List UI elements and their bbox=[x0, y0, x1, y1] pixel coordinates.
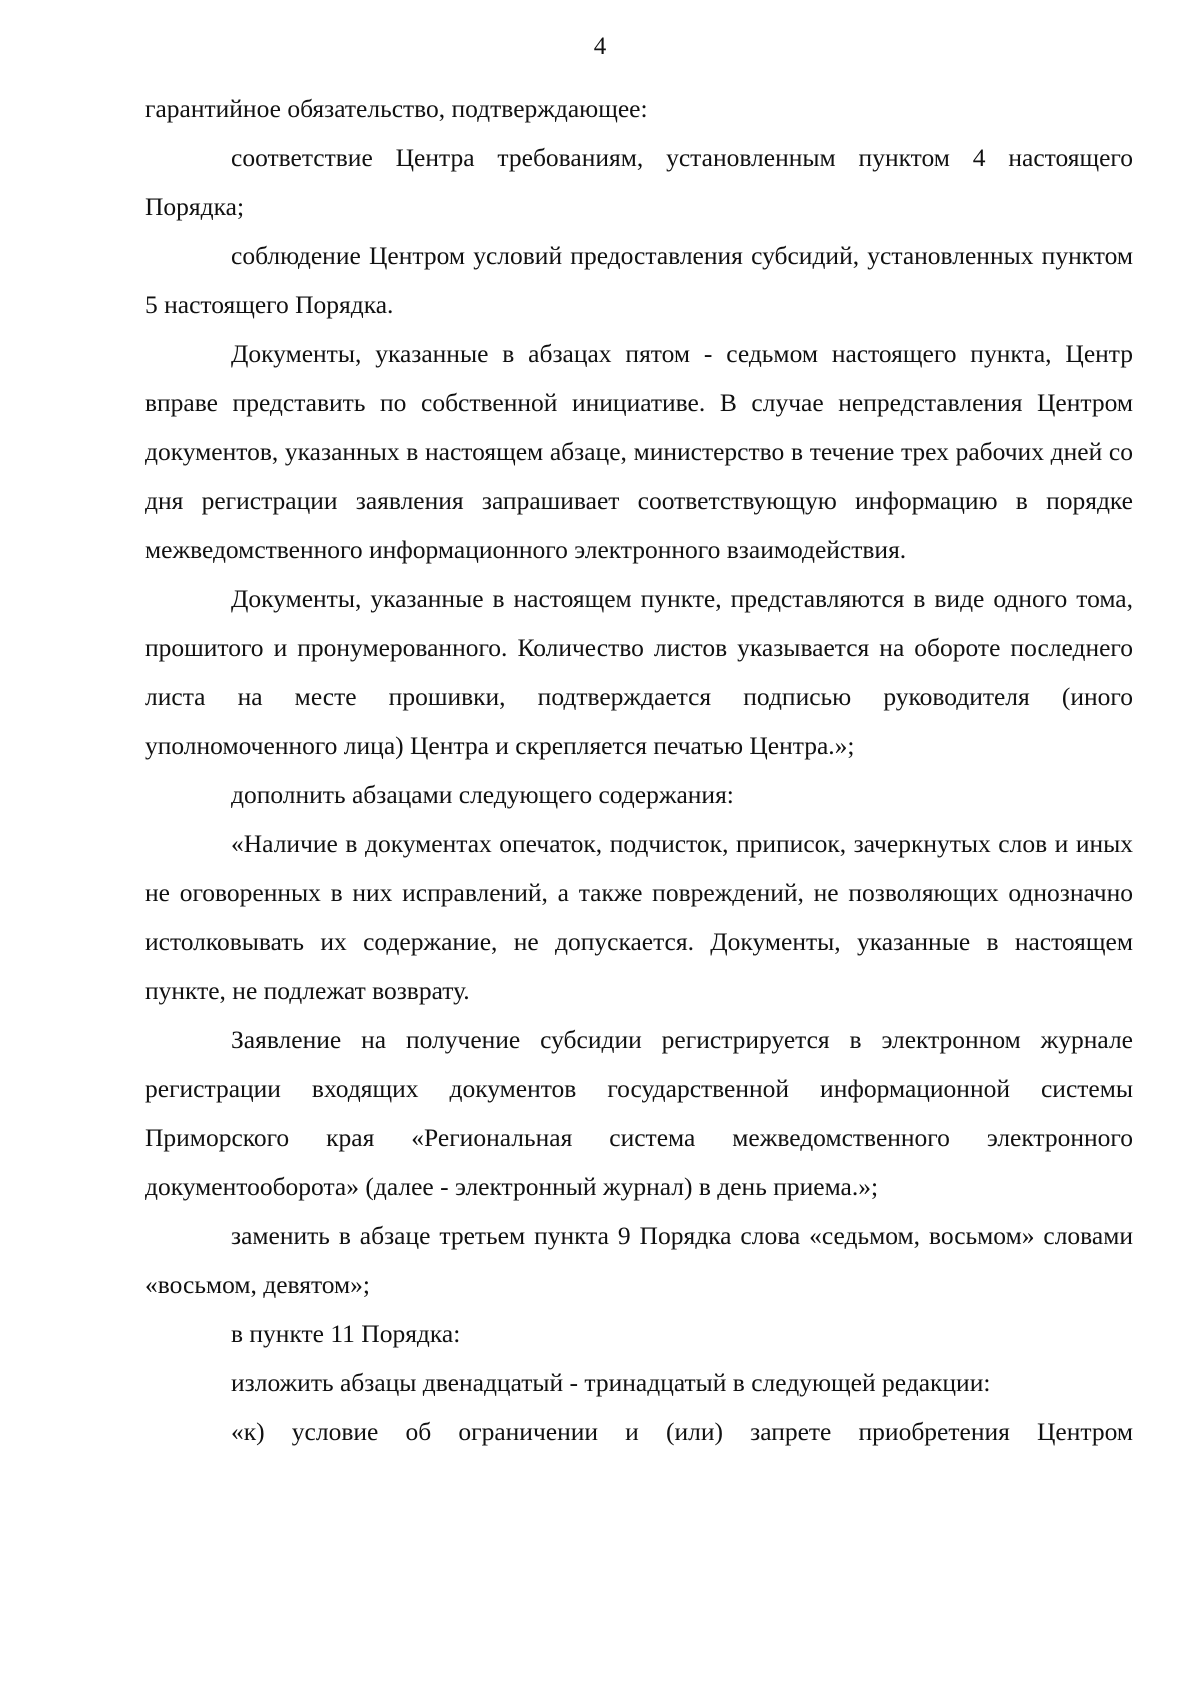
paragraph-compliance-conditions: соблюдение Центром условий предоставления субсидий, установленных пунктом 5 настоящего Порядка. bbox=[145, 241, 1133, 319]
paragraph-condition-k: «к) условие об ограничении и (или) запрете приобретения Центром bbox=[231, 1417, 1133, 1446]
paragraph-point-11: в пункте 11 Порядка: bbox=[231, 1319, 461, 1348]
page-number: 4 bbox=[593, 33, 607, 60]
paragraph-documents-initiative: Документы, указанные в абзацах пятом - седьмом настоящего пункта, Центр вправе представить по собственной инициативе. В случае непредставления Центром документов, указанных в настоящем абзаце, министерство в течение трех рабочих дней со дня регистрации заявления запрашивает соответствующую информацию в порядке межведомственного информационного электронного взаимодействия. bbox=[145, 339, 1133, 564]
paragraph-replace-words: заменить в абзаце третьем пункта 9 Порядка слова «седьмом, восьмом» словами «восьмом, девятом»; bbox=[145, 1221, 1133, 1299]
paragraph-compliance-requirements: соответствие Центра требованиям, установленным пунктом 4 настоящего Порядка; bbox=[145, 143, 1133, 221]
document-body bbox=[145, 84, 1133, 1456]
paragraph-restate-abzacy: изложить абзацы двенадцатый - тринадцатый в следующей редакции: bbox=[231, 1368, 991, 1397]
paragraph-guarantee: гарантийное обязательство, подтверждающее: bbox=[145, 94, 648, 123]
paragraph-supplement-intro: дополнить абзацами следующего содержания: bbox=[231, 780, 734, 809]
paragraph-application-registration: Заявление на получение субсидии регистрируется в электронном журнале регистрации входящих документов государственной информационной системы Приморского края «Региональная система межведомственного электронного документооборота» (далее - электронный журнал) в день приема.»; bbox=[145, 1025, 1133, 1201]
paragraph-documents-volume: Документы, указанные в настоящем пункте, представляются в виде одного тома, прошитого и пронумерованного. Количество листов указывается на обороте последнего листа на месте прошивки, подтверждается подписью руководителя (иного уполномоченного лица) Центра и скрепляется печатью Центра.»; bbox=[145, 584, 1133, 760]
paragraph-errors-not-allowed: «Наличие в документах опечаток, подчисток, приписок, зачеркнутых слов и иных не оговоренных в них исправлений, а также повреждений, не позволяющих однозначно истолковывать их содержание, не допускается. Документы, указанные в настоящем пункте, не подлежат возврату. bbox=[145, 829, 1133, 1005]
